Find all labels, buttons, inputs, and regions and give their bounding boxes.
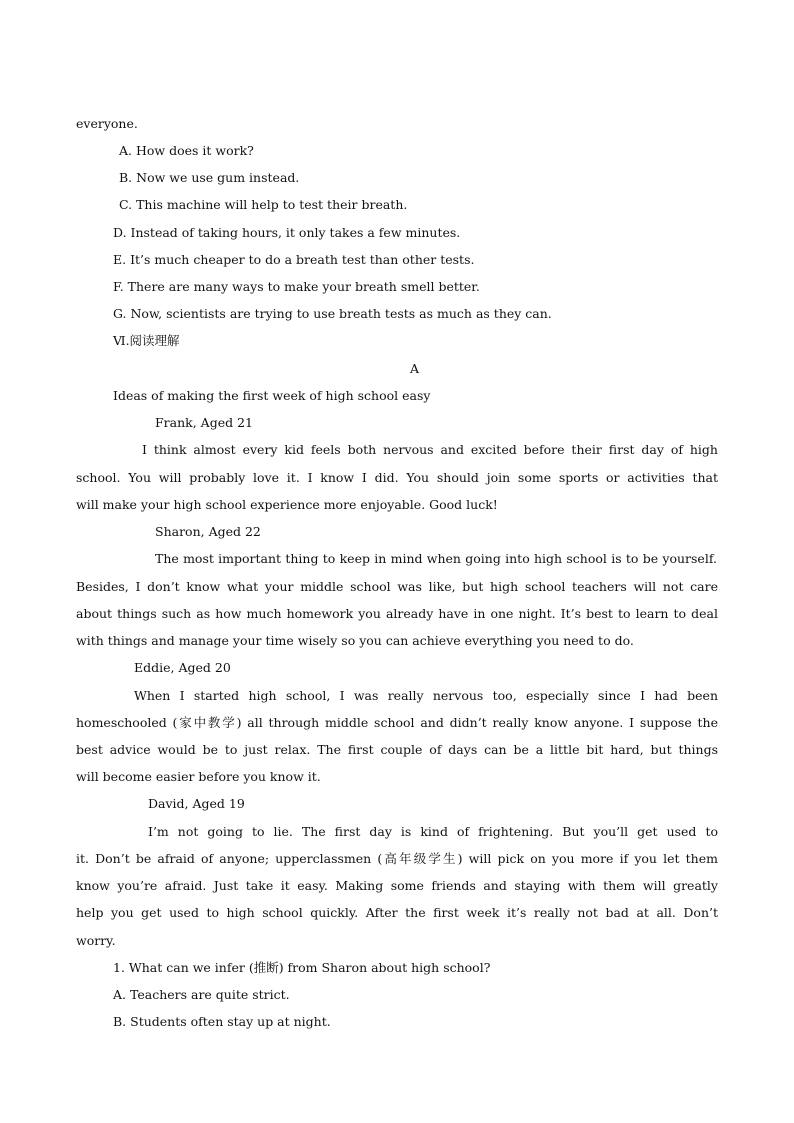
section-heading: Ⅵ.阅读理解	[113, 333, 180, 348]
frank-line-3: will make your high school experience more enjoyable. Good luck!	[76, 497, 498, 512]
question-option-a: A. Teachers are quite strict.	[113, 987, 290, 1002]
frank-line-1: I think almost every kid feels both nervous and excited before their first day of high	[142, 442, 718, 457]
david-line-4: help you get used to high school quickly. After the first week it’s really not bad at all. Don’t	[76, 905, 718, 920]
section-part-label: A	[410, 361, 420, 376]
eddie-line-4: will become easier before you know it.	[76, 769, 321, 784]
prev-passage-tail: everyone.	[76, 116, 138, 131]
author-sharon: Sharon, Aged 22	[155, 524, 261, 539]
frank-line-2: school. You will probably love it. I know I did. You should join some sports or activities that	[76, 470, 718, 485]
eddie-line-3: best advice would be to just relax. The first couple of days can be a little bit hard, but things	[76, 742, 718, 757]
option-d: D. Instead of taking hours, it only takes a few minutes.	[113, 225, 461, 240]
eddie-line-1: When I started high school, I was really nervous too, especially since I had been	[134, 688, 718, 703]
option-c: C. This machine will help to test their breath.	[119, 197, 408, 212]
option-b: B. Now we use gum instead.	[119, 170, 300, 185]
author-david: David, Aged 19	[148, 796, 245, 811]
sharon-line-4: with things and manage your time wisely so you can achieve everything you need to do.	[76, 633, 634, 648]
sharon-line-1: The most important thing to keep in mind when going into high school is to be yourself.	[155, 551, 717, 566]
option-g: G. Now, scientists are trying to use breath tests as much as they can.	[113, 306, 552, 321]
eddie-line-2: homeschooled (家中教学) all through middle school and didn’t really know anyone. I suppose the	[76, 715, 718, 730]
david-line-1: I’m not going to lie. The first day is kind of frightening. But you’ll get used to	[148, 824, 718, 839]
question-stem: 1. What can we infer (推断) from Sharon about high school?	[113, 960, 491, 975]
sharon-line-3: about things such as how much homework you already have in one night. It’s best to learn to deal	[76, 606, 718, 621]
question-option-b: B. Students often stay up at night.	[113, 1014, 331, 1029]
david-line-2: it. Don’t be afraid of anyone; upperclassmen (高年级学生) will pick on you more if you let them	[76, 851, 718, 866]
author-frank: Frank, Aged 21	[155, 415, 253, 430]
author-eddie: Eddie, Aged 20	[134, 660, 231, 675]
david-line-3: know you’re afraid. Just take it easy. Making some friends and staying with them will greatly	[76, 878, 718, 893]
passage-title: Ideas of making the first week of high school easy	[113, 388, 431, 403]
david-line-5: worry.	[76, 933, 116, 948]
option-e: E. It’s much cheaper to do a breath test than other tests.	[113, 252, 475, 267]
sharon-line-2: Besides, I don’t know what your middle school was like, but high school teachers will not care	[76, 579, 718, 594]
option-f: F. There are many ways to make your breath smell better.	[113, 279, 480, 294]
option-a: A. How does it work?	[119, 143, 254, 158]
